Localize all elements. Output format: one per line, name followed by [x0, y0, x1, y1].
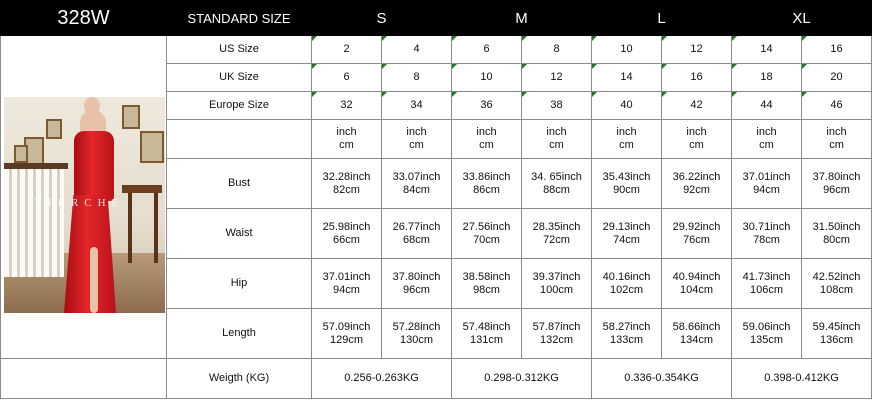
- uk-size-label: UK Size: [167, 64, 312, 92]
- length-inch-value: 59.06inch: [742, 320, 791, 333]
- hip-inch-value: 37.01inch: [322, 270, 371, 283]
- units-cell: [592, 120, 662, 159]
- product-code: 328W: [1, 1, 167, 36]
- waist-cell: [802, 209, 872, 259]
- waist-cm-value: 76cm: [683, 233, 710, 246]
- weight-cell-l: 0.336-0.354KG: [592, 359, 732, 399]
- hip-inch-value: 38.58inch: [462, 270, 511, 283]
- units-cell: [802, 120, 872, 159]
- hip-cm-value: 106cm: [750, 283, 784, 296]
- europe-size-cell: 46: [802, 92, 872, 120]
- length-cm-value: 131cm: [470, 333, 504, 346]
- unit-cm: cm: [409, 139, 424, 151]
- size-group-m: M: [452, 1, 592, 36]
- length-label: Length: [167, 309, 312, 359]
- photo-handrail: [4, 163, 68, 169]
- uk-size-cell: 8: [382, 64, 452, 92]
- length-cell: [732, 309, 802, 359]
- length-cell: [802, 309, 872, 359]
- waist-inch-value: 31.50inch: [812, 220, 861, 233]
- waist-cm-value: 74cm: [613, 233, 640, 246]
- waist-cell: [452, 209, 522, 259]
- unit-cm: cm: [829, 139, 844, 151]
- unit-inch: inch: [686, 126, 707, 138]
- weight-cell-xl: 0.398-0.412KG: [732, 359, 872, 399]
- uk-size-cell: 18: [732, 64, 802, 92]
- unit-cm: cm: [339, 139, 354, 151]
- hip-inch-value: 39.37inch: [532, 270, 581, 283]
- length-cell: [312, 309, 382, 359]
- wall-frame: [122, 105, 140, 129]
- table-leg: [128, 193, 132, 263]
- waist-inch-value: 25.98inch: [322, 220, 371, 233]
- waist-inch-value: 29.13inch: [602, 220, 651, 233]
- unit-inch: inch: [756, 126, 777, 138]
- bust-cell: [592, 159, 662, 209]
- europe-size-label: Europe Size: [167, 92, 312, 120]
- unit-inch: inch: [476, 126, 497, 138]
- waist-inch-value: 27.56inch: [462, 220, 511, 233]
- unit-cm: cm: [689, 139, 704, 151]
- hip-cm-value: 100cm: [540, 283, 574, 296]
- waist-cm-value: 66cm: [333, 233, 360, 246]
- hip-cm-value: 104cm: [680, 283, 714, 296]
- length-inch-value: 58.27inch: [602, 320, 651, 333]
- size-group-s: S: [312, 1, 452, 36]
- bust-cm-value: 88cm: [543, 183, 570, 196]
- hip-inch-value: 40.16inch: [602, 270, 651, 283]
- units-cell: [732, 120, 802, 159]
- bust-inch-value: 34. 65inch: [531, 170, 582, 183]
- bust-cell: [452, 159, 522, 209]
- length-inch-value: 58.66inch: [672, 320, 721, 333]
- weight-cell-m: 0.298-0.312KG: [452, 359, 592, 399]
- length-cm-value: 132cm: [540, 333, 574, 346]
- us-size-label: US Size: [167, 36, 312, 64]
- uk-size-cell: 20: [802, 64, 872, 92]
- us-size-cell: 16: [802, 36, 872, 64]
- weight-cell-s: 0.256-0.263KG: [312, 359, 452, 399]
- length-inch-value: 57.87inch: [532, 320, 581, 333]
- us-size-row: [1, 36, 872, 64]
- bust-cm-value: 86cm: [473, 183, 500, 196]
- wall-frame: [140, 131, 164, 163]
- units-cell: [522, 120, 592, 159]
- length-cell: [662, 309, 732, 359]
- bust-cell: [522, 159, 592, 209]
- hip-label: Hip: [167, 259, 312, 309]
- us-size-cell: 14: [732, 36, 802, 64]
- length-cell: [522, 309, 592, 359]
- length-inch-value: 57.09inch: [322, 320, 371, 333]
- bust-cell: [802, 159, 872, 209]
- europe-size-cell: 32: [312, 92, 382, 120]
- hip-inch-value: 42.52inch: [812, 270, 861, 283]
- europe-size-cell: 44: [732, 92, 802, 120]
- wall-frame: [46, 119, 62, 139]
- hip-inch-value: 37.80inch: [392, 270, 441, 283]
- length-inch-value: 59.45inch: [812, 320, 861, 333]
- bust-inch-value: 37.01inch: [742, 170, 791, 183]
- units-cell: [382, 120, 452, 159]
- length-inch-value: 57.48inch: [462, 320, 511, 333]
- hip-cell: [732, 259, 802, 309]
- length-cm-value: 134cm: [680, 333, 714, 346]
- dress-bodice: [74, 131, 114, 201]
- hip-cell: [452, 259, 522, 309]
- europe-size-cell: 42: [662, 92, 732, 120]
- weight-photo-blank: [1, 359, 167, 399]
- bust-cm-value: 82cm: [333, 183, 360, 196]
- waist-label: Waist: [167, 209, 312, 259]
- bust-inch-value: 33.07inch: [392, 170, 441, 183]
- bust-cm-value: 96cm: [823, 183, 850, 196]
- bust-cm-value: 92cm: [683, 183, 710, 196]
- bust-cm-value: 90cm: [613, 183, 640, 196]
- bust-cell: [312, 159, 382, 209]
- waist-cm-value: 70cm: [473, 233, 500, 246]
- units-cell: [662, 120, 732, 159]
- us-size-cell: 12: [662, 36, 732, 64]
- bust-cell: [382, 159, 452, 209]
- hip-cm-value: 98cm: [473, 283, 500, 296]
- length-cm-value: 133cm: [610, 333, 644, 346]
- europe-size-cell: 34: [382, 92, 452, 120]
- us-size-cell: 2: [312, 36, 382, 64]
- hip-cm-value: 102cm: [610, 283, 644, 296]
- waist-cell: [522, 209, 592, 259]
- length-cell: [452, 309, 522, 359]
- units-label-empty: [167, 120, 312, 159]
- hip-cell: [802, 259, 872, 309]
- hip-inch-value: 41.73inch: [742, 270, 791, 283]
- uk-size-cell: 12: [522, 64, 592, 92]
- waist-cm-value: 72cm: [543, 233, 570, 246]
- us-size-cell: 8: [522, 36, 592, 64]
- length-cm-value: 129cm: [329, 333, 364, 346]
- length-inch-value: 57.28inch: [392, 320, 441, 333]
- hip-inch-value: 40.94inch: [672, 270, 721, 283]
- hip-cm-value: 94cm: [333, 283, 360, 296]
- waist-inch-value: 29.92inch: [672, 220, 721, 233]
- waist-cell: [592, 209, 662, 259]
- unit-cm: cm: [479, 139, 494, 151]
- uk-size-cell: 16: [662, 64, 732, 92]
- unit-inch: inch: [546, 126, 567, 138]
- europe-size-cell: 40: [592, 92, 662, 120]
- weight-label: Weigth (KG): [167, 359, 312, 399]
- length-cm-value: 130cm: [399, 333, 434, 346]
- uk-size-cell: 14: [592, 64, 662, 92]
- size-group-xl: XL: [732, 1, 872, 36]
- table-leg: [154, 193, 158, 263]
- length-cell: [382, 309, 452, 359]
- product-photo: [4, 97, 165, 313]
- uk-size-cell: 10: [452, 64, 522, 92]
- length-cm-value: 135cm: [750, 333, 784, 346]
- europe-size-cell: 36: [452, 92, 522, 120]
- hip-cell: [382, 259, 452, 309]
- unit-cm: cm: [619, 139, 634, 151]
- hip-cell: [522, 259, 592, 309]
- unit-inch: inch: [616, 126, 637, 138]
- hip-cell: [662, 259, 732, 309]
- units-cell: [312, 120, 382, 159]
- bust-cell: [732, 159, 802, 209]
- wall-frame: [14, 145, 28, 163]
- length-cell: [592, 309, 662, 359]
- hip-cm-value: 108cm: [820, 283, 854, 296]
- unit-cm: cm: [759, 139, 774, 151]
- waist-cell: [312, 209, 382, 259]
- side-table: [122, 185, 162, 193]
- weight-row: [1, 359, 872, 399]
- model-leg: [90, 247, 98, 313]
- us-size-cell: 10: [592, 36, 662, 64]
- unit-inch: inch: [336, 126, 357, 138]
- bust-cell: [662, 159, 732, 209]
- units-cell: [452, 120, 522, 159]
- us-size-cell: 6: [452, 36, 522, 64]
- waist-cm-value: 80cm: [823, 233, 850, 246]
- waist-inch-value: 28.35inch: [532, 220, 581, 233]
- waist-cell: [732, 209, 802, 259]
- hip-cm-value: 96cm: [403, 283, 430, 296]
- length-cm-value: 136cm: [820, 333, 854, 346]
- unit-cm: cm: [549, 139, 564, 151]
- bust-inch-value: 36.22inch: [672, 170, 721, 183]
- waist-inch-value: 26.77inch: [392, 220, 441, 233]
- photo-watermark: VIRRCHE: [34, 197, 125, 209]
- bust-inch-value: 32.28inch: [322, 170, 371, 183]
- waist-cell: [662, 209, 732, 259]
- header-row: [1, 1, 872, 36]
- bust-inch-value: 37.80inch: [812, 170, 861, 183]
- size-group-l: L: [592, 1, 732, 36]
- standard-size-label: STANDARD SIZE: [167, 1, 312, 36]
- photo-staircase: [4, 167, 64, 277]
- unit-inch: inch: [826, 126, 847, 138]
- bust-label: Bust: [167, 159, 312, 209]
- bust-cm-value: 94cm: [753, 183, 780, 196]
- waist-cm-value: 68cm: [403, 233, 430, 246]
- waist-inch-value: 30.71inch: [742, 220, 791, 233]
- us-size-cell: 4: [382, 36, 452, 64]
- unit-inch: inch: [406, 126, 427, 138]
- hip-cell: [592, 259, 662, 309]
- bust-inch-value: 33.86inch: [462, 170, 511, 183]
- hip-cell: [312, 259, 382, 309]
- waist-cm-value: 78cm: [753, 233, 780, 246]
- bust-cm-value: 84cm: [403, 183, 430, 196]
- uk-size-cell: 6: [312, 64, 382, 92]
- bust-inch-value: 35.43inch: [602, 170, 651, 183]
- waist-cell: [382, 209, 452, 259]
- europe-size-cell: 38: [522, 92, 592, 120]
